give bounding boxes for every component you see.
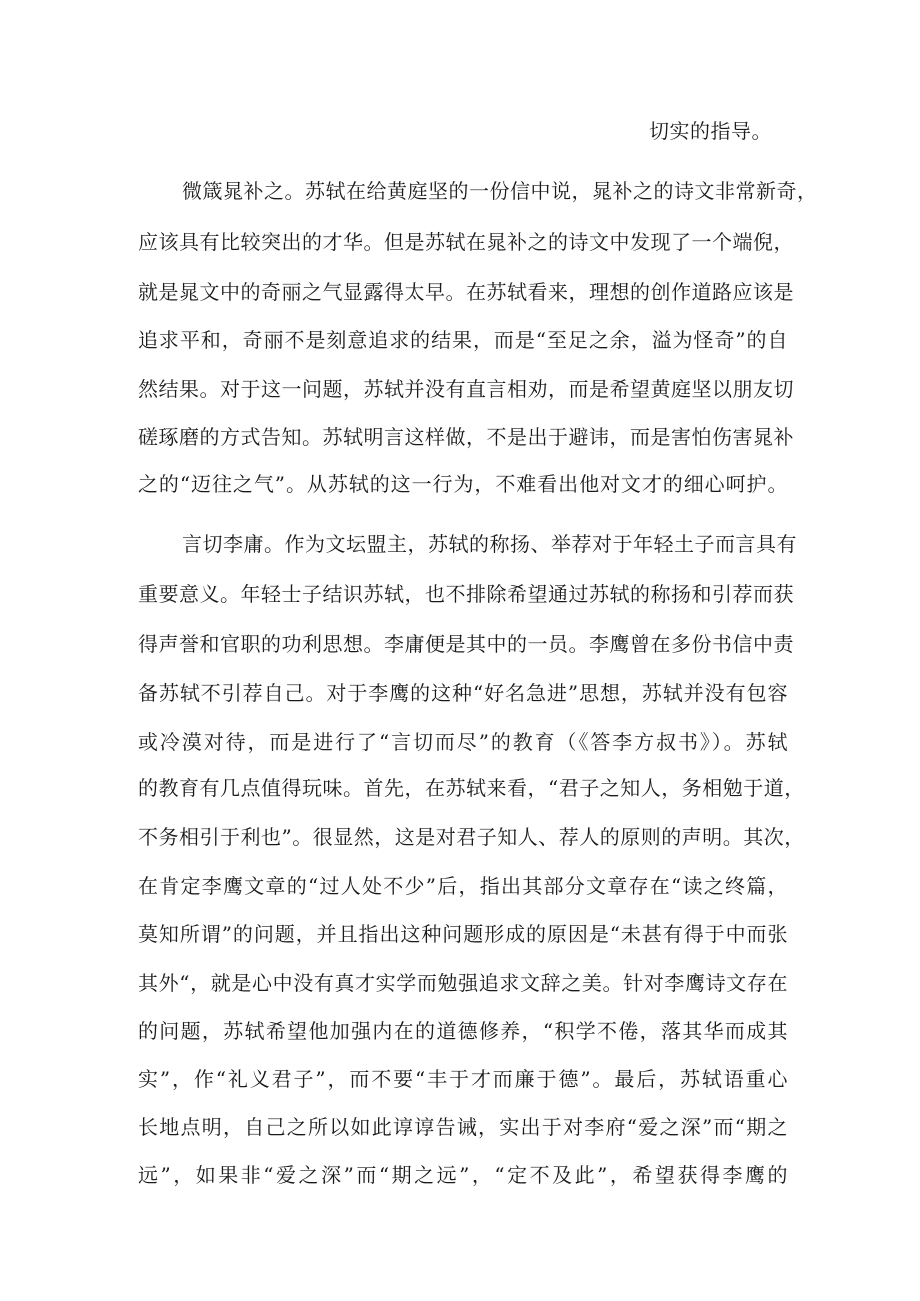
text-line: 不务相引于利也”。很显然，这是对君子知人、荐人的原则的声明。其次， [138, 825, 805, 849]
text-line: 应该具有比较突出的才华。但是苏轼在晁补之的诗文中发现了一个端倪， [138, 230, 794, 254]
text-line: 长地点明，自己之所以如此谆谆告诫，实出于对李府“爱之深”而“期之 [138, 1115, 788, 1139]
text-line: 然结果。对于这一问题，苏轼并没有直言相劝，而是希望黄庭坚以朋友切 [138, 377, 794, 401]
text-line: 得声誉和官职的功利思想。李庸便是其中的一员。李鹰曾在多份书信中责 [138, 632, 794, 656]
paragraph-start-line: 言切李庸。作为文坛盟主，苏轼的称扬、举荐对于年轻土子而言具有 [182, 532, 797, 556]
text-line: 或冷漠对待，而是进行了“言切而尽”的教育（《答李方叔书》）。苏轼 [138, 730, 788, 754]
text-line: 备苏轼不引荐自己。对于李鹰的这种“好名急进”思想，苏轼并没有包容 [138, 681, 788, 705]
text-line: 在肯定李鹰文章的“过人处不少”后，指出其部分文章存在“读之终篇， [138, 874, 788, 898]
paragraph-start-line: 微箴晁补之。苏轼在给黄庭坚的一份信中说，晁补之的诗文非常新奇， [182, 179, 818, 203]
text-line: 重要意义。年轻士子结识苏轼，也不排除希望通过苏轼的称扬和引荐而获 [138, 582, 794, 606]
text-line: 就是晁文中的奇丽之气显露得太早。在苏轼看来，理想的创作道路应该是 [138, 280, 794, 304]
text-line: 之的“迈往之气”。从苏轼的这一行为，不难看出他对文才的细心呵护。 [138, 472, 788, 496]
text-line: 的教育有几点值得玩味。首先，在苏轼来看，“君子之知人，务相勉于道， [138, 776, 805, 800]
text-line: 的问题，苏轼希望他加强内在的道德修养，“积学不倦，落其华而成其 [138, 1019, 788, 1043]
text-line: 莫知所谓”的问题，并且指出这种问题形成的原因是“未甚有得于中而张 [138, 922, 788, 946]
text-line: 其外“，就是心中没有真才实学而勉强追求文辞之美。针对李鹰诗文存在 [138, 971, 788, 995]
text-line: 切实的指导。 [649, 119, 772, 143]
text-line: 追求平和，奇丽不是刻意追求的结果，而是“至足之余，溢为怪奇”的自 [138, 328, 788, 352]
text-line: 远”，如果非“爱之深”而“期之远”，“定不及此”，希望获得李鹰的 [138, 1163, 788, 1187]
text-line: 磋琢磨的方式告知。苏轼明言这样做，不是出于避讳，而是害怕伤害晁补 [138, 425, 794, 449]
text-line: 实”，作“礼义君子”，而不要“丰于才而廉于德”。最后，苏轼语重心 [138, 1067, 788, 1091]
